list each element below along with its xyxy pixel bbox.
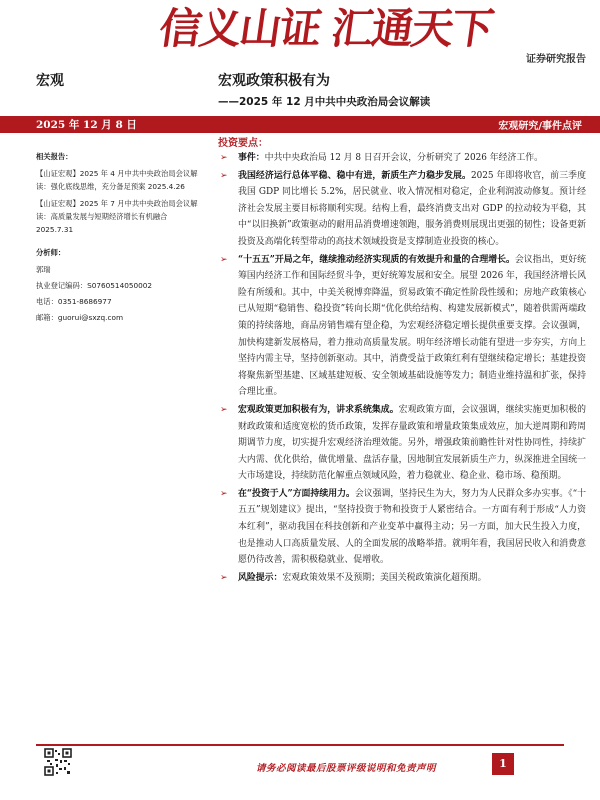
main-content <box>218 134 586 587</box>
qr-code-icon <box>44 748 72 776</box>
related-report-link[interactable]: 【山证宏观】2025 年 4 月中共中央政治局会议解读：强化底线思维，充分备足预案 2025.4.26 <box>36 169 198 191</box>
bullet-item <box>218 486 586 569</box>
category-label: 宏观 <box>36 73 64 89</box>
bullet-text: 会议指出，更好统筹国内经济工作和国际经贸斗争，更好统筹发展和安全。展望 2026 年，我国经济增长风险有所缓和。其中，中美关税博弈降温，贸易政策不确定性阶段性缓和；房地产政策核心已从短期“稳销售、稳投资”转向长期“优化供给结构、构建发展新模式”，随着供需两端政策的持续落地，商品房销售端有望企稳，为宏观经济稳定增长提供重要支撑。会议强调，加快构建新发展格局，着力推动高质量发展。明年经济增长动能有望进一步夯实，方向上坚持内需主导，坚持创新驱动。其中，消费受益于政策红利有望继续稳定增长；基建投资将聚焦新型基建、区域基建短板、安全领域基础设施等发力；制造业维持温和扩张，保持合理比重。 <box>238 254 587 398</box>
investment-points-label: 投资要点： <box>218 138 268 149</box>
analyst-title: 分析师： <box>36 248 66 257</box>
disclaimer-link[interactable]: 请务必阅读最后股票评级说明和免责声明 <box>256 763 437 774</box>
bullet-text: 中共中央政治局 12 月 8 日召开会议，分析研究了 2026 年经济工作。 <box>264 153 543 163</box>
arrow-icon: ➢ <box>220 254 228 265</box>
sidebar <box>36 150 204 327</box>
bullet-item <box>218 168 586 251</box>
bullet-lead: 风险提示： <box>238 572 283 583</box>
date-bar <box>0 116 600 133</box>
report-kind: 宏观研究/事件点评 <box>498 121 582 132</box>
footer-divider <box>36 744 564 746</box>
bullet-text: 宏观政策效果不及预期；美国关税政策演化超预期。 <box>282 572 487 583</box>
bullet-text: 会议强调，坚持民生为大，努力为人民群众多办实事。《“十五五”规划建议》提出，“坚持投资于物和投资于人紧密结合。一方面有利于形成“人力资本红利”，驱动我国在科技创新和产业变革中赢得主动；另一方面，加大民生投入力度，也是推动人口高质量发展、人的全面发展的战略举措。就明年看，我国居民收入和消费意愿仍待改善，需积极稳就业、促增收。 <box>238 488 586 566</box>
report-title: 宏观政策积极有为 <box>218 73 330 89</box>
bullet-text: 宏观政策方面，会议强调，继续实施更加积极的财政政策和适度宽松的货币政策，发挥存量政策和增量政策集成效应，加大逆周期和跨周期调节力度，切实提升宏观经济治理效能。另外，增强政策前瞻性针对性协同性，持续扩大内需、优化供给，做优增量、盘活存量，因地制宜发展新质生产力，纵深推进全国统一大市场建设，持续防范化解重点领域风险，着力稳就业、稳企业、稳市场、稳预期。 <box>238 404 587 482</box>
bullet-lead: 宏观政策更加积极有为，讲求系统集成。 <box>238 404 399 415</box>
page-number: 1 <box>492 753 514 775</box>
bullet-lead: 我国经济运行总体平稳、稳中有进，新质生产力稳步发展。 <box>238 170 471 181</box>
analyst-phone: 电话：0351-8686977 <box>36 297 112 306</box>
arrow-icon: ➢ <box>220 488 228 499</box>
bullet-lead: 在“投资于人”方面持续用力。 <box>238 488 355 499</box>
bullet-text: 2025 年即将收官，前三季度我国 GDP 同比增长 5.2%，居民就业、收入情况相对稳定，企业利润波动修复。预计经济社会发展主要目标将顺利实现。结构上看，最终消费支出对 GDP 的拉动较为平稳，其中“以旧换新”政策驱动的耐用品消费增速领跑，服务消费则展现出更强的韧性；设备更新投资及高端化转型带动的高技术领域投资是支撑制造业投资的核心。 <box>238 170 586 247</box>
page-header <box>0 0 600 70</box>
arrow-icon: ➢ <box>220 153 228 163</box>
analyst-email[interactable]: 邮箱：guorui@sxzq.com <box>36 313 124 322</box>
related-reports-title: 相关报告： <box>36 152 73 161</box>
arrow-icon: ➢ <box>220 170 228 181</box>
report-date: 2025 年 12 月 8 日 <box>36 119 137 131</box>
bullet-item <box>218 570 586 587</box>
bullet-lead: “十五五”开局之年，继续推动经济实现质的有效提升和量的合理增长。 <box>238 254 515 265</box>
report-type-label: 证券研究报告 <box>526 54 586 65</box>
slogan-part1: 信义山证 <box>156 4 324 53</box>
bullet-item <box>218 252 586 401</box>
bullet-item <box>218 150 586 167</box>
bullet-lead: 事件： <box>238 153 265 163</box>
arrow-icon: ➢ <box>220 404 228 415</box>
analyst-license: 执业登记编码：S0760514050002 <box>36 281 153 290</box>
slogan-part2: 汇通天下 <box>328 4 496 53</box>
related-report-link[interactable]: 【山证宏观】2025 年 7 月中共中央政治局会议解读：高质量发展与短期经济增长有机融合 2025.7.31 <box>36 199 198 234</box>
bullet-item <box>218 402 586 485</box>
title-row <box>0 70 600 114</box>
arrow-icon: ➢ <box>220 572 228 583</box>
report-subtitle: ——2025 年 12 月中共中央政治局会议解读 <box>218 96 431 108</box>
analyst-name: 郭瑞 <box>36 265 51 274</box>
brand-slogan <box>156 0 496 56</box>
